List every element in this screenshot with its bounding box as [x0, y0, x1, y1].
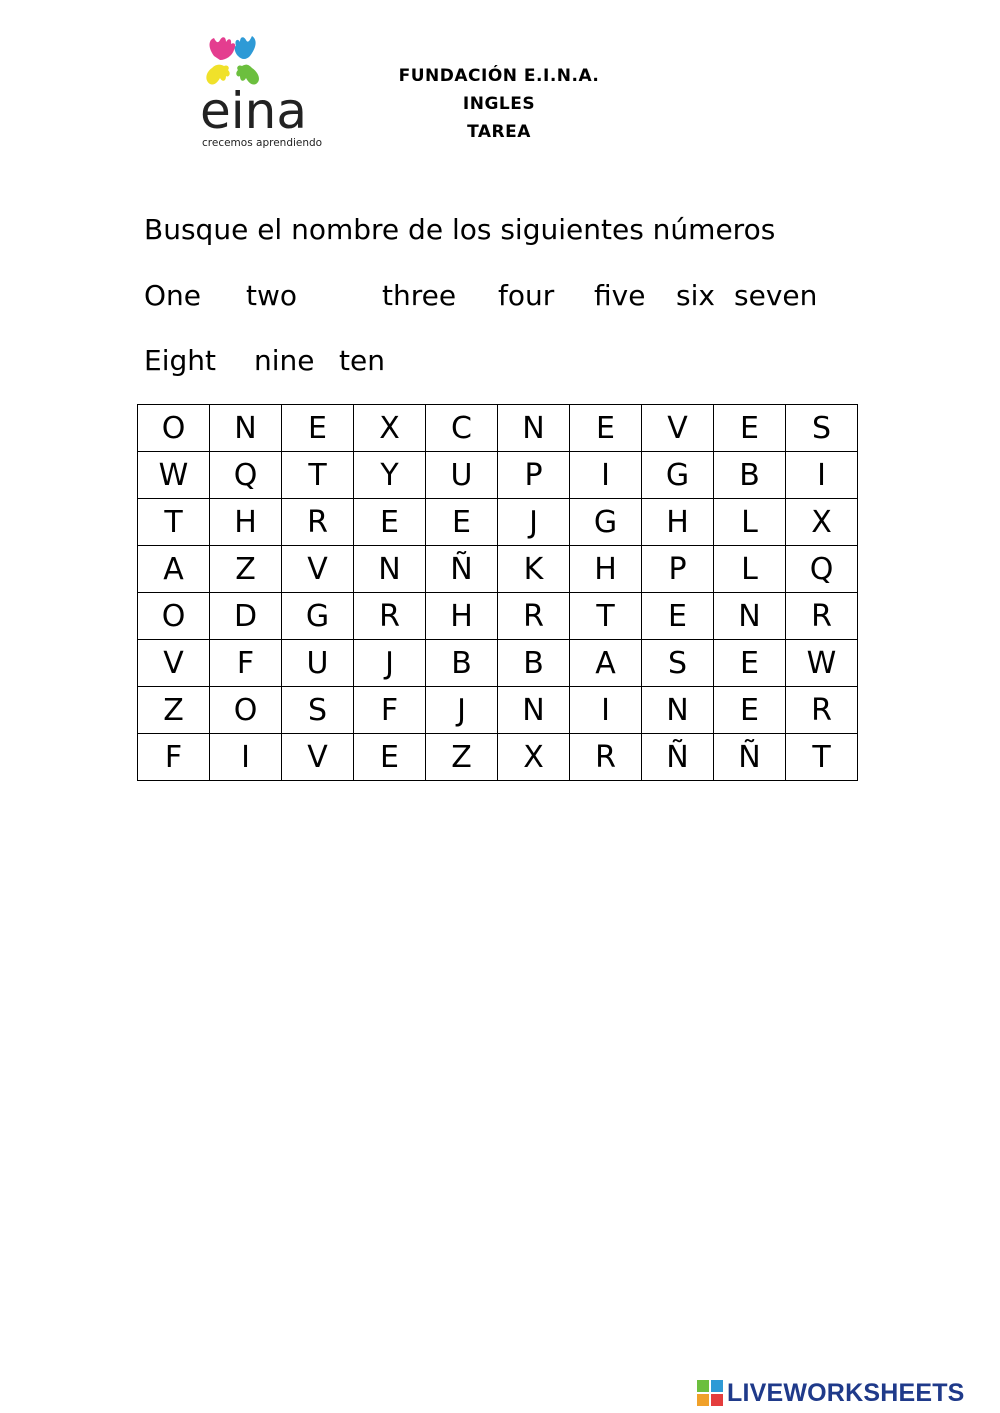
grid-cell[interactable]: R: [498, 593, 570, 640]
grid-cell[interactable]: D: [210, 593, 282, 640]
grid-cell[interactable]: Z: [426, 734, 498, 781]
grid-cell[interactable]: E: [714, 405, 786, 452]
grid-cell[interactable]: T: [138, 499, 210, 546]
grid-cell[interactable]: U: [426, 452, 498, 499]
grid-row: [138, 452, 858, 499]
grid-cell[interactable]: R: [786, 687, 858, 734]
grid-cell[interactable]: Z: [210, 546, 282, 593]
header: [340, 62, 658, 146]
grid-cell[interactable]: W: [138, 452, 210, 499]
grid-cell[interactable]: H: [642, 499, 714, 546]
grid-cell[interactable]: F: [138, 734, 210, 781]
grid-cell[interactable]: A: [570, 640, 642, 687]
word-item: four: [498, 279, 555, 312]
grid-cell[interactable]: X: [498, 734, 570, 781]
grid-cell[interactable]: E: [426, 499, 498, 546]
word-item: Eight: [144, 344, 216, 377]
word-search-grid: [137, 404, 858, 781]
grid-cell[interactable]: Ñ: [642, 734, 714, 781]
grid-cell[interactable]: V: [138, 640, 210, 687]
grid-cell[interactable]: Q: [786, 546, 858, 593]
grid-cell[interactable]: L: [714, 499, 786, 546]
grid-cell[interactable]: R: [282, 499, 354, 546]
grid-row: [138, 734, 858, 781]
word-item: ten: [339, 344, 385, 377]
grid-cell[interactable]: O: [138, 593, 210, 640]
logo-wordmark: eina: [200, 82, 307, 140]
grid-cell[interactable]: I: [210, 734, 282, 781]
grid-cell[interactable]: V: [642, 405, 714, 452]
grid-cell[interactable]: T: [570, 593, 642, 640]
word-item: nine: [254, 344, 315, 377]
word-item: three: [382, 279, 457, 312]
grid-cell[interactable]: I: [570, 687, 642, 734]
grid-cell[interactable]: B: [426, 640, 498, 687]
grid-cell[interactable]: E: [354, 499, 426, 546]
grid-cell[interactable]: N: [498, 405, 570, 452]
word-list-line-2: [144, 343, 385, 379]
grid-cell[interactable]: V: [282, 734, 354, 781]
grid-cell[interactable]: N: [714, 593, 786, 640]
grid-cell[interactable]: Y: [354, 452, 426, 499]
grid-cell[interactable]: N: [498, 687, 570, 734]
grid-cell[interactable]: S: [282, 687, 354, 734]
grid-cell[interactable]: A: [138, 546, 210, 593]
grid-cell[interactable]: P: [642, 546, 714, 593]
grid-cell[interactable]: W: [786, 640, 858, 687]
grid-cell[interactable]: S: [786, 405, 858, 452]
grid-cell[interactable]: H: [570, 546, 642, 593]
grid-cell[interactable]: N: [642, 687, 714, 734]
grid-cell[interactable]: J: [426, 687, 498, 734]
grid-cell[interactable]: R: [354, 593, 426, 640]
grid-cell[interactable]: G: [642, 452, 714, 499]
grid-cell[interactable]: T: [282, 452, 354, 499]
grid-cell[interactable]: F: [354, 687, 426, 734]
word-item: two: [246, 279, 298, 312]
grid-cell[interactable]: X: [354, 405, 426, 452]
grid-row: [138, 546, 858, 593]
grid-cell[interactable]: Ñ: [714, 734, 786, 781]
grid-cell[interactable]: G: [570, 499, 642, 546]
grid-cell[interactable]: Q: [210, 452, 282, 499]
word-list-line-1: [144, 278, 817, 314]
grid-cell[interactable]: I: [570, 452, 642, 499]
grid-cell[interactable]: O: [210, 687, 282, 734]
grid-cell[interactable]: K: [498, 546, 570, 593]
grid-cell[interactable]: R: [570, 734, 642, 781]
header-subject: INGLES: [462, 94, 536, 114]
grid-cell[interactable]: F: [210, 640, 282, 687]
eina-logo: [196, 30, 331, 154]
grid-cell[interactable]: V: [282, 546, 354, 593]
logo-tagline: crecemos aprendiendo: [202, 137, 323, 149]
grid-cell[interactable]: E: [642, 593, 714, 640]
grid-cell[interactable]: T: [786, 734, 858, 781]
grid-cell[interactable]: O: [138, 405, 210, 452]
grid-cell[interactable]: H: [426, 593, 498, 640]
grid-cell[interactable]: P: [498, 452, 570, 499]
grid-row: [138, 687, 858, 734]
word-item: One: [144, 279, 202, 312]
grid-row: [138, 593, 858, 640]
grid-cell[interactable]: S: [642, 640, 714, 687]
word-item: six: [676, 279, 715, 312]
grid-row: [138, 640, 858, 687]
grid-cell[interactable]: E: [714, 687, 786, 734]
grid-cell[interactable]: Z: [138, 687, 210, 734]
grid-cell[interactable]: I: [786, 452, 858, 499]
grid-row: [138, 499, 858, 546]
grid-cell[interactable]: J: [354, 640, 426, 687]
liveworksheets-badge-icon: [697, 1380, 723, 1406]
hands-icon: [206, 36, 259, 85]
liveworksheets-logo: [697, 1376, 965, 1410]
grid-row: [138, 405, 858, 452]
grid-cell[interactable]: L: [714, 546, 786, 593]
grid-cell[interactable]: E: [570, 405, 642, 452]
grid-cell[interactable]: R: [786, 593, 858, 640]
grid-cell[interactable]: J: [498, 499, 570, 546]
word-item: five: [594, 279, 646, 312]
grid-cell[interactable]: N: [354, 546, 426, 593]
grid-cell[interactable]: G: [282, 593, 354, 640]
grid-cell[interactable]: B: [498, 640, 570, 687]
header-foundation: FUNDACIÓN E.I.N.A.: [398, 66, 600, 86]
grid-cell[interactable]: E: [714, 640, 786, 687]
word-item: seven: [734, 279, 818, 312]
grid-cell[interactable]: C: [426, 405, 498, 452]
grid-cell[interactable]: N: [210, 405, 282, 452]
header-task: TAREA: [467, 122, 531, 142]
grid-cell[interactable]: E: [282, 405, 354, 452]
grid-cell[interactable]: E: [354, 734, 426, 781]
instruction-text: Busque el nombre de los siguientes números: [144, 213, 776, 246]
grid-cell[interactable]: B: [714, 452, 786, 499]
grid-cell[interactable]: U: [282, 640, 354, 687]
grid-cell[interactable]: Ñ: [426, 546, 498, 593]
grid-cell[interactable]: H: [210, 499, 282, 546]
liveworksheets-brand-text: LIVEWORKSHEETS: [727, 1378, 965, 1407]
grid-cell[interactable]: X: [786, 499, 858, 546]
